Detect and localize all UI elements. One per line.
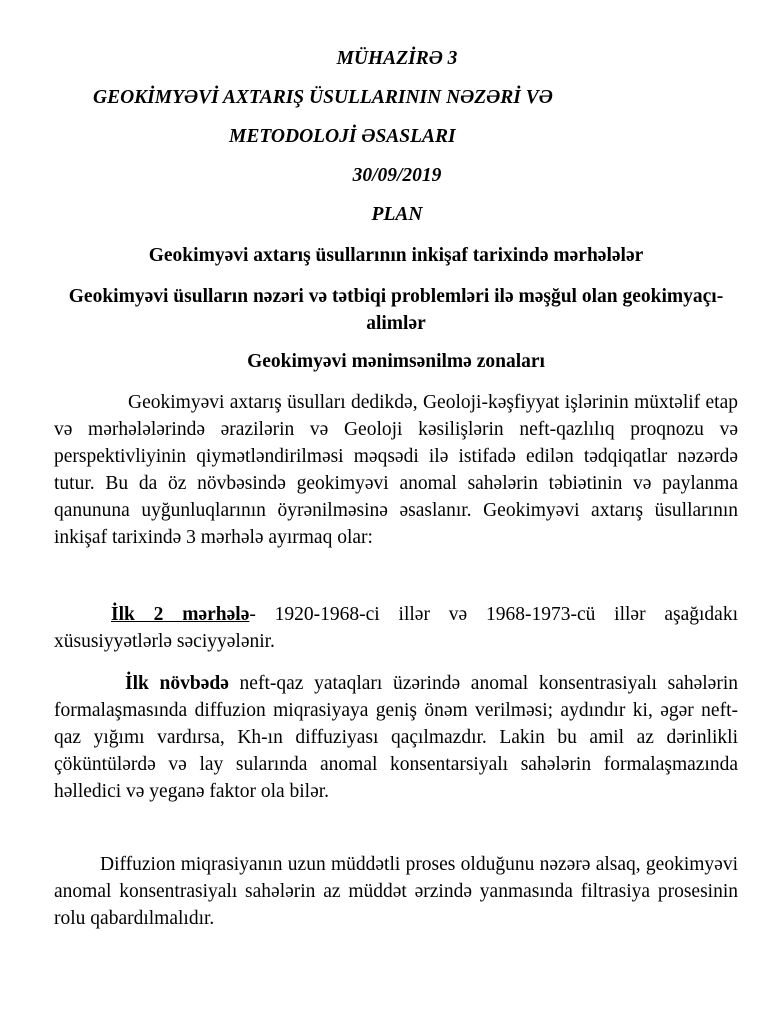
subject-title-line2: METODOLOJİ ƏSASLARI [229, 126, 456, 147]
plan-item: Geokimyəvi axtarış üsullarının inkişaf tarixində mərhələlər [148, 245, 644, 266]
body-paragraph [54, 670, 738, 805]
plan-item: Geokimyəvi üsulların nəzəri və tətbiqi problemləri ilə məşğul olan geokimyaçı-alimlər [68, 286, 724, 334]
plan-item: Geokimyəvi mənimsənilmə zonaları [247, 351, 545, 372]
lecture-date: 30/09/2019 [352, 165, 442, 186]
paragraph-text: neft-qaz yataqları üzərində anomal konsentrasiyalı sahələrin formalaşmasında diffuzion miqrasiyaya geniş önəm verilməsi; aydındır ki, əgər neft-qaz yığımı vardırsa, Kh-ın diffuziyası qaçılmazdır. Lakin bu amil az dərinlikli çöküntülərdə və lay sularında anomal konsentarsiyalı sahələrin formalaşmazında həlledici və yeganə faktor ola bilər. [54, 673, 738, 802]
body-paragraph [54, 851, 738, 932]
body-paragraph [54, 601, 738, 655]
body-paragraph [54, 389, 738, 551]
paragraph-text: Diffuzion miqrasiyanın uzun müddətli proses olduğunu nəzərə alsaq, geokimyəvi anomal konsentrasiyalı sahələrin az müddət ərzində yanmasında filtrasiya prosesinin rolu qabardılmalıdır. [54, 854, 738, 929]
paragraph-text: Geokimyəvi axtarış üsulları dedikdə, Geoloji-kəşfiyyat işlərinin müxtəlif etap və mərhələlərində ərazilərin və Geoloji kəsilişlərin neft-qazlılıq proqnozu və perspektivliyinin qiymətləndirilməsi məqsədi ilə istifadə edilən tədqiqatlar nəzərdə tutur. Bu da öz növbəsində geokimyəvi anomal sahələrin təbiətinin və paylanma qanununa uyğunluqlarının öyrənilməsinə əsaslanır. Geokimyəvi axtarış üsullarının inkişaf tarixində 3 mərhələ ayırmaq olar: [54, 392, 738, 548]
paragraph-lead-underlined: İlk 2 mərhələ [111, 604, 250, 625]
paragraph-lead-bold: İlk növbədə [125, 673, 229, 694]
plan-heading: PLAN [371, 204, 423, 225]
subject-title-line1: GEOKİMYƏVİ AXTARIŞ ÜSULLARININ NƏZƏRİ VƏ [93, 87, 553, 108]
lecture-title: MÜHAZİRƏ 3 [336, 48, 458, 69]
paragraph-text: - 1920-1968-ci illər və 1968-1973-cü illər aşağıdakı xüsusiyyətlərlə səciyyələnir. [54, 604, 739, 652]
